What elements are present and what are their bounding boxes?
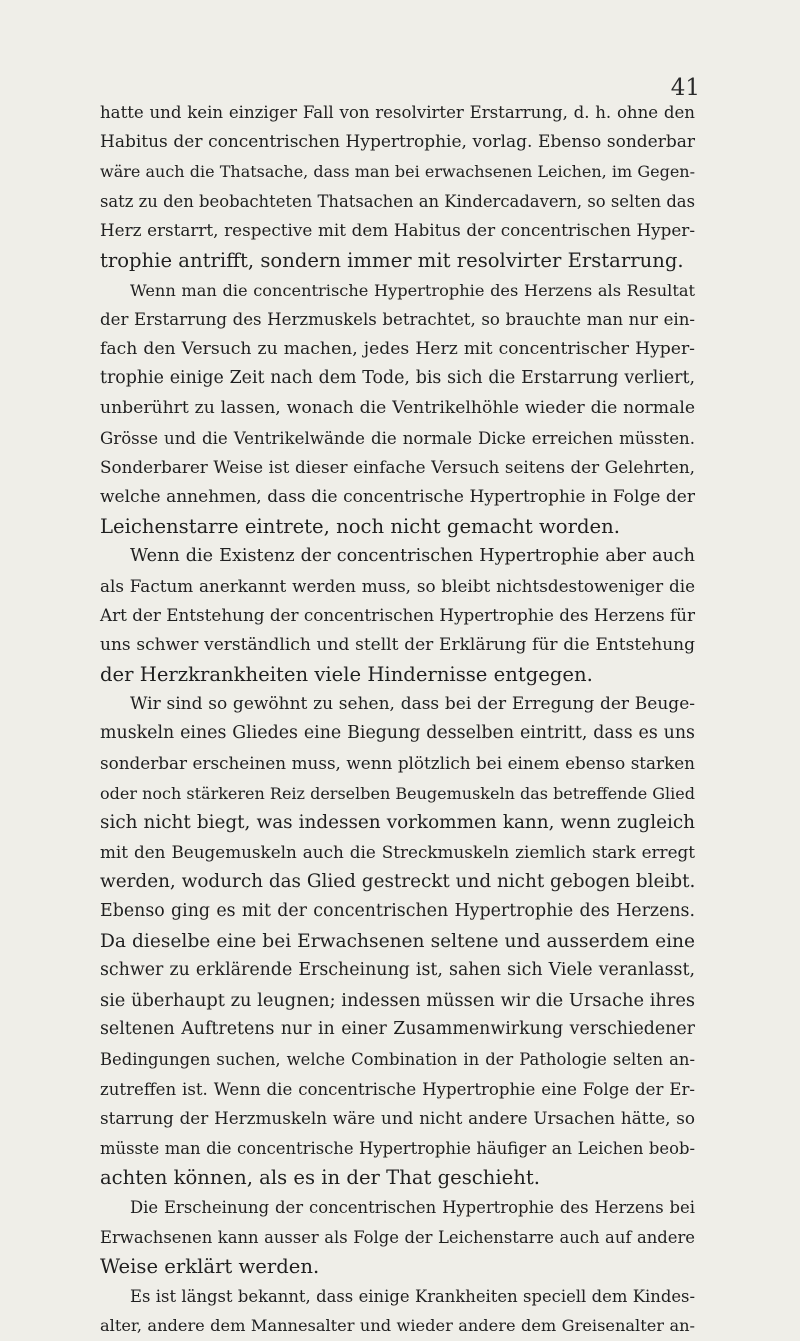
- text-line: satz zu den beobachteten Thatsachen an Kindercadavern, so selten das: [100, 191, 695, 211]
- text-line: Ebenso ging es mit der concentrischen Hypertrophie des Herzens.: [100, 901, 695, 922]
- text-line: trophie antrifft, sondern immer mit resolvirter Erstarrung.: [100, 248, 684, 272]
- text-line: fach den Versuch zu machen, jedes Herz mit concentrischer Hyper-: [100, 338, 695, 359]
- text-line: uns schwer verständlich und stellt der Erklärung für die Entstehung: [100, 634, 695, 655]
- body-text: [100, 98, 695, 1341]
- text-line: Sonderbarer Weise ist dieser einfache Versuch seitens der Gelehrten,: [100, 457, 695, 478]
- text-line: mit den Beugemuskeln auch die Streckmuskeln ziemlich stark erregt: [100, 841, 695, 862]
- text-line: sonderbar erscheinen muss, wenn plötzlich bei einem ebenso starken: [100, 753, 695, 774]
- text-line: Die Erscheinung der concentrischen Hypertrophie des Herzens bei: [130, 1197, 695, 1217]
- text-line: müsste man die concentrische Hypertrophie häufiger an Leichen beob-: [100, 1138, 695, 1158]
- text-line: werden, wodurch das Glied gestreckt und nicht gebogen bleibt.: [100, 871, 696, 893]
- text-line: Art der Entstehung der concentrischen Hypertrophie des Herzens für: [100, 605, 695, 626]
- text-line: Weise erklärt werden.: [100, 1255, 320, 1279]
- page-number: 41: [670, 75, 700, 101]
- text-line: Es ist längst bekannt, dass einige Krankheiten speciell dem Kindes-: [130, 1286, 695, 1306]
- text-line: achten können, als es in der That geschieht.: [100, 1166, 540, 1190]
- text-line: alter, andere dem Mannesalter und wieder andere dem Greisenalter an-: [100, 1316, 695, 1336]
- text-line: Grösse und die Ventrikelwände die normale Dicke erreichen müssten.: [100, 428, 695, 448]
- text-line: zutreffen ist. Wenn die concentrische Hypertrophie eine Folge der Er-: [100, 1079, 695, 1099]
- text-line: trophie einige Zeit nach dem Tode, bis sich die Erstarrung verliert,: [100, 368, 695, 389]
- text-line: seltenen Auftretens nur in einer Zusammenwirkung verschiedener: [100, 1019, 695, 1040]
- text-line: Wir sind so gewöhnt zu sehen, dass bei der Erregung der Beuge-: [130, 693, 695, 714]
- text-line: muskeln eines Gliedes eine Biegung desselben eintritt, dass es uns: [100, 723, 695, 744]
- text-line: unberührt zu lassen, wonach die Ventrikelhöhle wieder die normale: [100, 397, 695, 418]
- text-line: welche annehmen, dass die concentrische Hypertrophie in Folge der: [100, 486, 695, 507]
- text-line: sie überhaupt zu leugnen; indessen müssen wir die Ursache ihres: [100, 989, 695, 1011]
- text-line: oder noch stärkeren Reiz derselben Beugemuskeln das betreffende Glied: [100, 783, 695, 803]
- text-line: hatte und kein einziger Fall von resolvirter Erstarrung, d. h. ohne den: [100, 103, 695, 122]
- text-line: der Erstarrung des Herzmuskels betrachtet, so brauchte man nur ein-: [100, 310, 695, 330]
- text-line: Erwachsenen kann ausser als Folge der Leichenstarre auch auf andere: [100, 1227, 695, 1247]
- text-line: wäre auch die Thatsache, dass man bei erwachsenen Leichen, im Gegen-: [100, 162, 695, 182]
- text-line: Wenn man die concentrische Hypertrophie des Herzens als Resultat: [130, 280, 695, 300]
- text-line: Habitus der concentrischen Hypertrophie, vorlag. Ebenso sonderbar: [100, 131, 695, 152]
- text-line: schwer zu erklärende Erscheinung ist, sahen sich Viele veranlasst,: [100, 960, 695, 981]
- text-line: der Herzkrankheiten viele Hindernisse entgegen.: [100, 663, 593, 687]
- text-line: Herz erstarrt, respective mit dem Habitus der concentrischen Hyper-: [100, 220, 695, 241]
- text-line: Da dieselbe eine bei Erwachsenen seltene und ausserdem eine: [100, 930, 695, 952]
- text-line: Leichenstarre eintrete, noch nicht gemacht worden.: [100, 515, 620, 539]
- text-line: starrung der Herzmuskeln wäre und nicht andere Ursachen hätte, so: [100, 1108, 695, 1129]
- text-line: als Factum anerkannt werden muss, so bleibt nichtsdestoweniger die: [100, 575, 695, 596]
- text-line: Bedingungen suchen, welche Combination in der Pathologie selten an-: [100, 1050, 695, 1069]
- text-line: sich nicht biegt, was indessen vorkommen kann, wenn zugleich: [100, 812, 695, 834]
- text-line: Wenn die Existenz der concentrischen Hypertrophie aber auch: [130, 545, 695, 566]
